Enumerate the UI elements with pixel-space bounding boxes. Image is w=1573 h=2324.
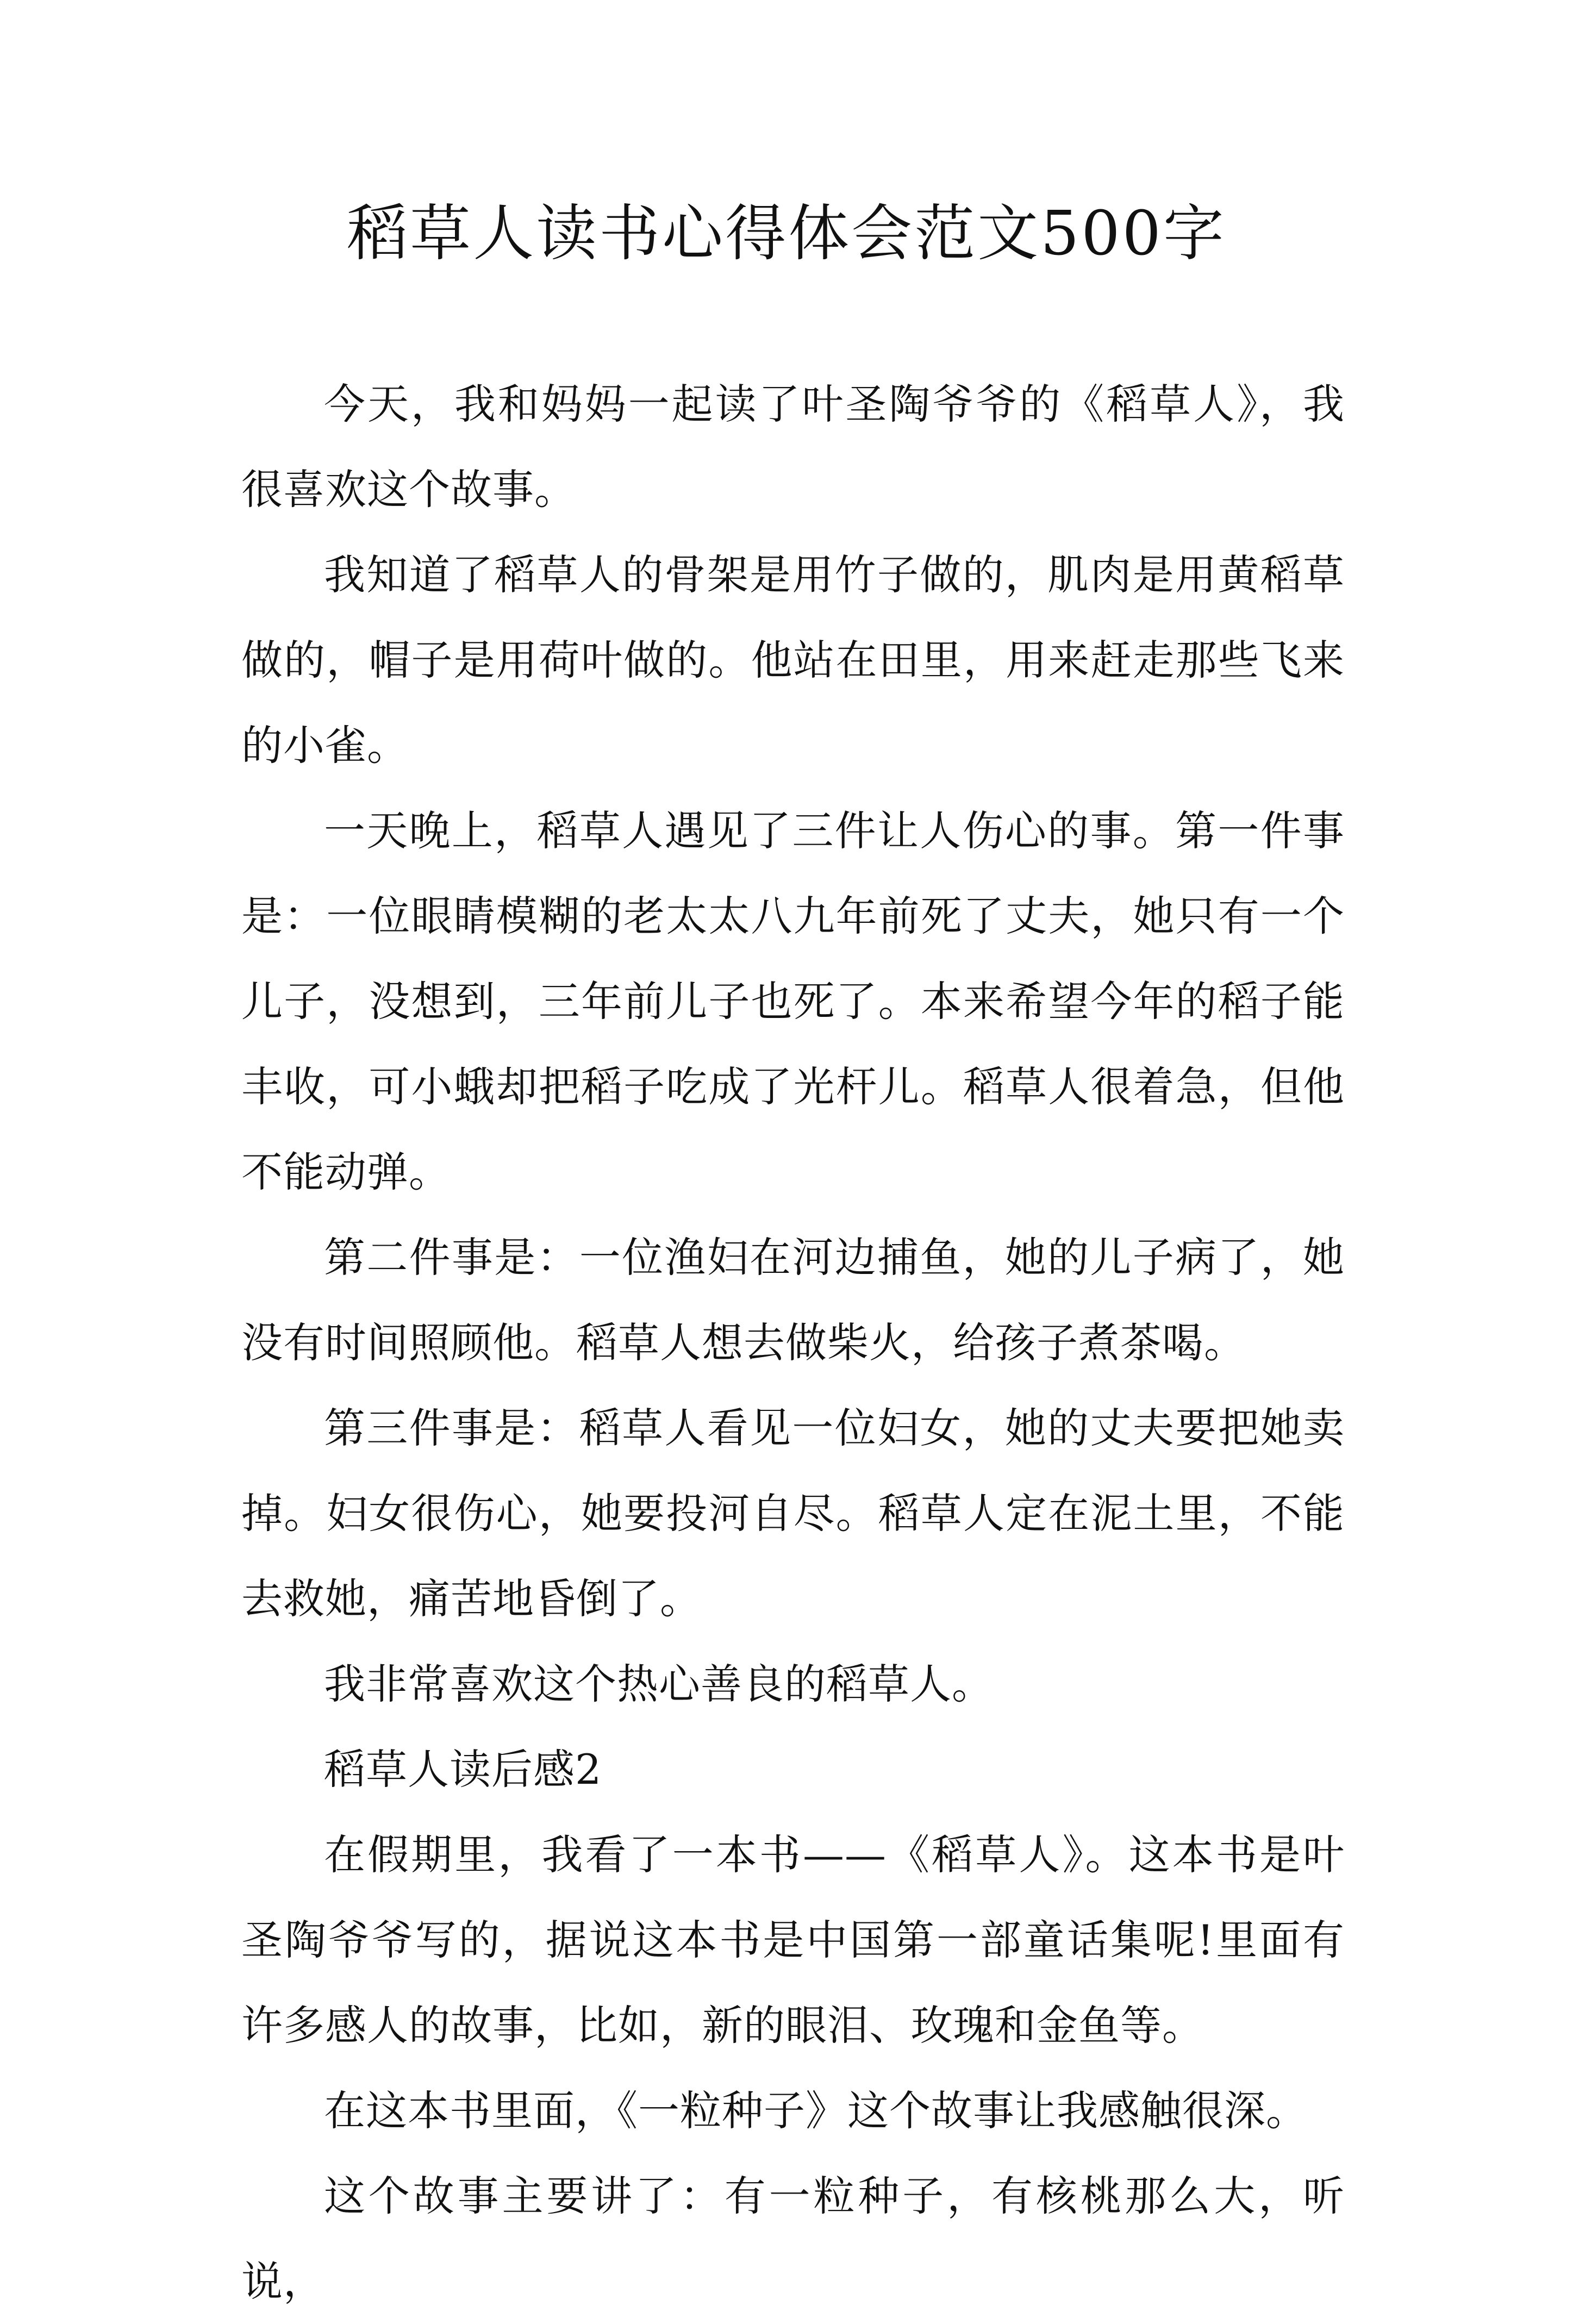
paragraph: 在这本书里面，《一粒种子》这个故事让我感触很深。 <box>324 2086 1308 2135</box>
paragraph: 第三件事是：稻草人看见一位妇女，她的丈夫要把她卖掉。妇女很伤心，她要投河自尽。稻草人定在泥土里，不能去救她，痛苦地昏倒了。 <box>241 1404 1345 1623</box>
section-heading: 稻草人读后感2 <box>324 1745 602 1794</box>
paragraph: 这个故事主要讲了：有一粒种子，有核桃那么大，听说， <box>241 2172 1345 2306</box>
paragraph: 我非常喜欢这个热心善良的稻草人。 <box>324 1660 994 1708</box>
document-body <box>241 361 1345 2324</box>
paragraph: 我知道了稻草人的骨架是用竹子做的，肌肉是用黄稻草做的，帽子是用荷叶做的。他站在田里，用来赶走那些飞来的小雀。 <box>241 551 1345 770</box>
paragraph: 一天晚上，稻草人遇见了三件让人伤心的事。第一件事是：一位眼睛模糊的老太太八九年前死了丈夫，她只有一个儿子，没想到，三年前儿子也死了。本来希望今年的稻子能丰收，可小蛾却把稻子吃成了光杆儿。稻草人很着急，但他不能动弹。 <box>241 807 1345 1196</box>
document-title: 稻草人读书心得体会范文500字 <box>347 198 1226 269</box>
paragraph: 今天，我和妈妈一起读了叶圣陶爷爷的《稻草人》，我很喜欢这个故事。 <box>241 380 1345 514</box>
paragraph: 第二件事是：一位渔妇在河边捕鱼，她的儿子病了，她没有时间照顾他。稻草人想去做柴火，给孩子煮茶喝。 <box>241 1233 1345 1367</box>
paragraph: 在假期里，我看了一本书——《稻草人》。这本书是叶圣陶爷爷写的，据说这本书是中国第一部童话集呢!里面有许多感人的故事，比如，新的眼泪、玫瑰和金鱼等。 <box>241 1831 1345 2050</box>
